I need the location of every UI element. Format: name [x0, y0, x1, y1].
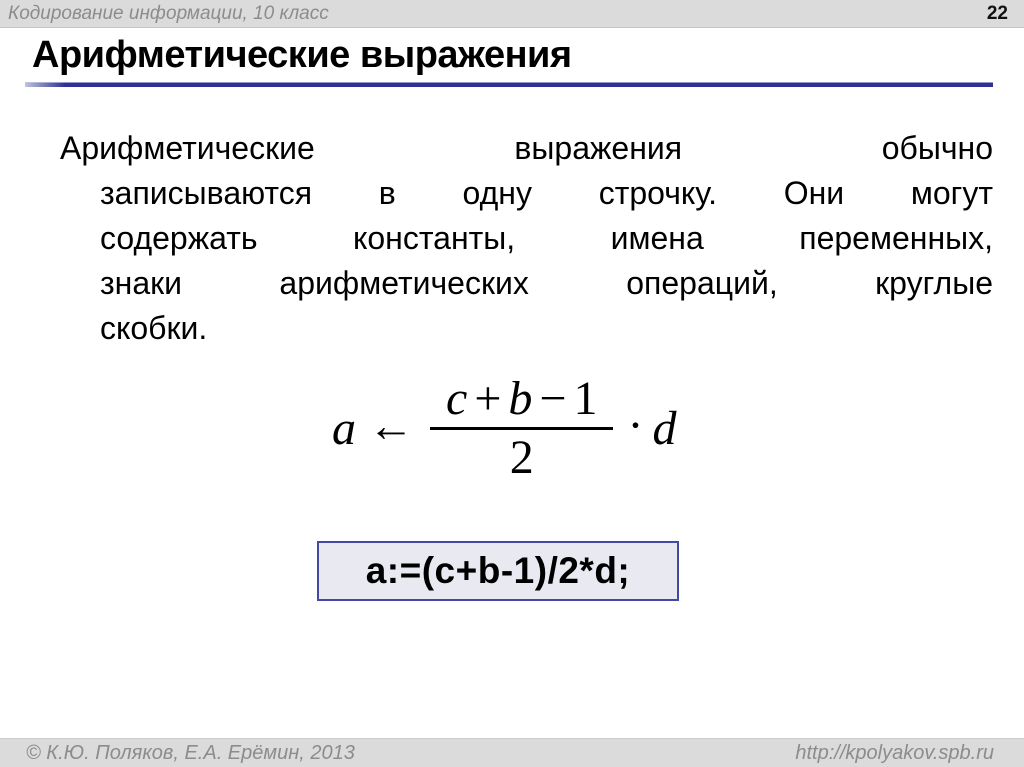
formula-lhs-variable: a [332, 402, 356, 456]
paragraph-line: Арифметические выражения обычно [60, 130, 993, 166]
fraction-denominator: 2 [509, 431, 534, 485]
code-box [317, 541, 679, 601]
body-paragraph [60, 126, 993, 351]
formula-rhs-variable: d [652, 402, 677, 456]
math-formula [332, 374, 676, 484]
slide-footer-bar [0, 738, 1024, 767]
numerator-variable-b: b [508, 372, 533, 425]
fraction [430, 374, 613, 484]
slide-title: Арифметические выражения [32, 34, 572, 76]
copyright-text: © К.Ю. Поляков, Е.А. Ерёмин, 2013 [26, 741, 355, 764]
slide-header-bar [0, 0, 1024, 28]
multiplication-dot: · [627, 399, 644, 453]
paragraph-line: записываются в одну строчку. Они могут [100, 175, 993, 211]
footer-url-link[interactable]: http://kpolyakov.spb.ru [795, 741, 994, 764]
assignment-arrow-icon: ← [368, 400, 414, 452]
paragraph-line: знаки арифметических операций, круглые [100, 265, 993, 301]
course-title: Кодирование информации, 10 класс [8, 2, 329, 24]
fraction-numerator [430, 374, 613, 427]
plus-operator: + [474, 372, 502, 425]
numerator-constant: 1 [573, 372, 598, 425]
page-number: 22 [986, 2, 1008, 24]
minus-operator: − [539, 372, 567, 425]
paragraph-line: содержать константы, имена переменных, [100, 220, 993, 256]
paragraph-line: скобки. [100, 310, 208, 346]
title-underline [25, 82, 993, 87]
code-text: a:=(c+b-1)/2*d; [365, 550, 631, 591]
numerator-variable-c: c [446, 372, 468, 425]
